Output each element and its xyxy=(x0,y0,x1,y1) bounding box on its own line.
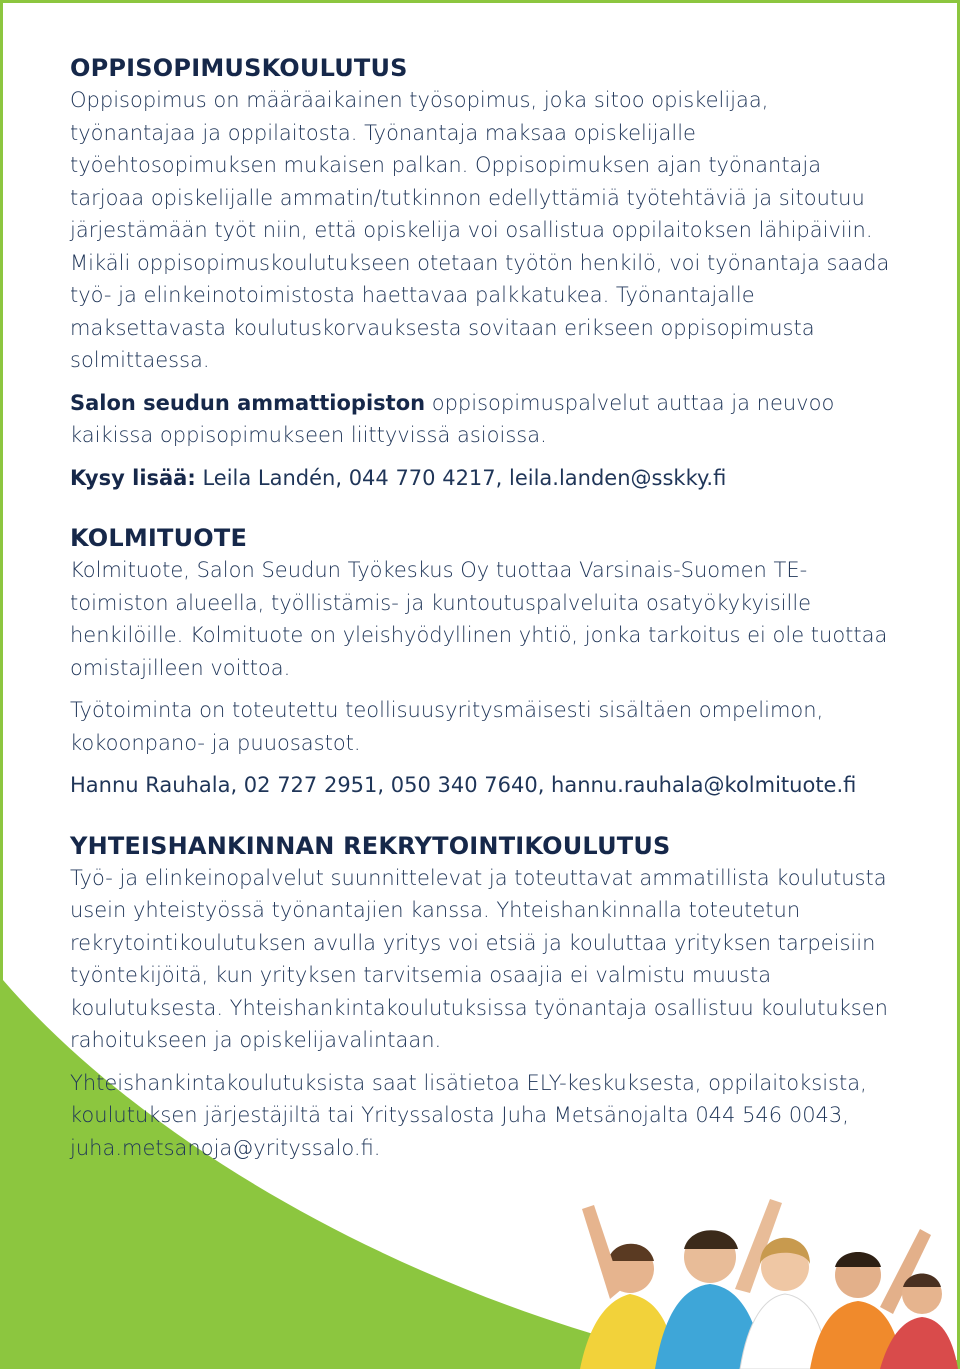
paragraph-text: oppisopimuspalvelut auttaa ja neuvoo kaikissa oppisopimukseen liittyvissä asioissa. xyxy=(70,390,835,447)
bold-lead: Kysy lisää: xyxy=(70,465,196,490)
bold-lead: Salon seudun ammattiopiston xyxy=(70,390,426,415)
contact-details: Leila Landén, 044 770 4217, leila.landen@sskky.fi xyxy=(195,465,727,490)
section-oppisopimus xyxy=(70,52,900,494)
people-photo xyxy=(560,1169,960,1369)
contact-line: Hannu Rauhala, 02 727 2951, 050 340 7640, hannu.rauhala@kolmituote.fi xyxy=(70,773,857,797)
section-paragraph: Työtoiminta on toteutettu teollisuusyritysmäisesti sisältäen ompelimon, kokoonpano- ja puuosastot. xyxy=(70,698,824,755)
section-heading: KOLMITUOTE xyxy=(70,524,248,552)
section-heading: YHTEISHANKINNAN REKRYTOINTIKOULUTUS xyxy=(70,831,671,860)
section-paragraph: Työ- ja elinkeinopalvelut suunnittelevat ja toteuttavat ammatillista koulutusta usein yhteistyössä työnantajien kanssa. Yhteishankinnalla toteutetun rekrytointikoulutuksen avulla yritys voi etsiä ja kouluttaa yrityksen tarpeisiin työntekijöitä, kun yrityksen tarvitsemia osaajia ei valmistu muusta koulutuksesta. Yhteishankintakoulutuksissa työnantaja osallistuu koulutuksen rahoitukseen ja opiskelijavalintaan. xyxy=(70,865,888,1052)
section-yhteishankinta xyxy=(70,830,900,1165)
section-paragraph: Kolmituote, Salon Seudun Työkeskus Oy tuottaa Varsinais-Suomen TE-toimiston alueella, työllistämis- ja kuntoutuspalveluita osatyökykyisille henkilöille. Kolmituote on yleishyödyllinen yhtiö, jonka tarkoitus ei ole tuottaa omistajilleen voittoa. xyxy=(70,558,888,680)
section-kolmituote xyxy=(70,522,900,802)
section-paragraph: Yhteishankintakoulutuksista saat lisätietoa ELY-keskuksesta, oppilaitoksista, koulutuksen järjestäjiltä tai Yrityssalosta Juha Metsänojalta 044 546 0043, juha.metsanoja@yrityssalo.fi. xyxy=(70,1070,867,1160)
document-body xyxy=(70,52,900,1192)
section-paragraph: Oppisopimus on määräaikainen työsopimus, joka sitoo opiskelijaa, työnantajaa ja oppilaitosta. Työnantaja maksaa opiskelijalle työehtosopimuksen mukaisen palkan. Oppisopimuksen ajan työnantaja tarjoaa opiskelijalle ammatin/tutkinnon edellyttämiä työtehtäviä ja sitoutuu järjestämään työt niin, että opiskelija voi osallistua oppilaitoksen lähipäiviin. Mikäli oppisopimuskoulutukseen otetaan työtön henkilö, voi työnantaja saada työ- ja elinkeinotoimistosta haettavaa palkkatukea. Työnantajalle maksettavasta koulutuskorvauksesta sovitaan erikseen oppisopimusta solmittaessa. xyxy=(70,88,890,372)
section-heading: OPPISOPIMUSKOULUTUS xyxy=(70,54,408,82)
section-paragraph xyxy=(70,387,900,452)
contact-line xyxy=(70,462,900,495)
